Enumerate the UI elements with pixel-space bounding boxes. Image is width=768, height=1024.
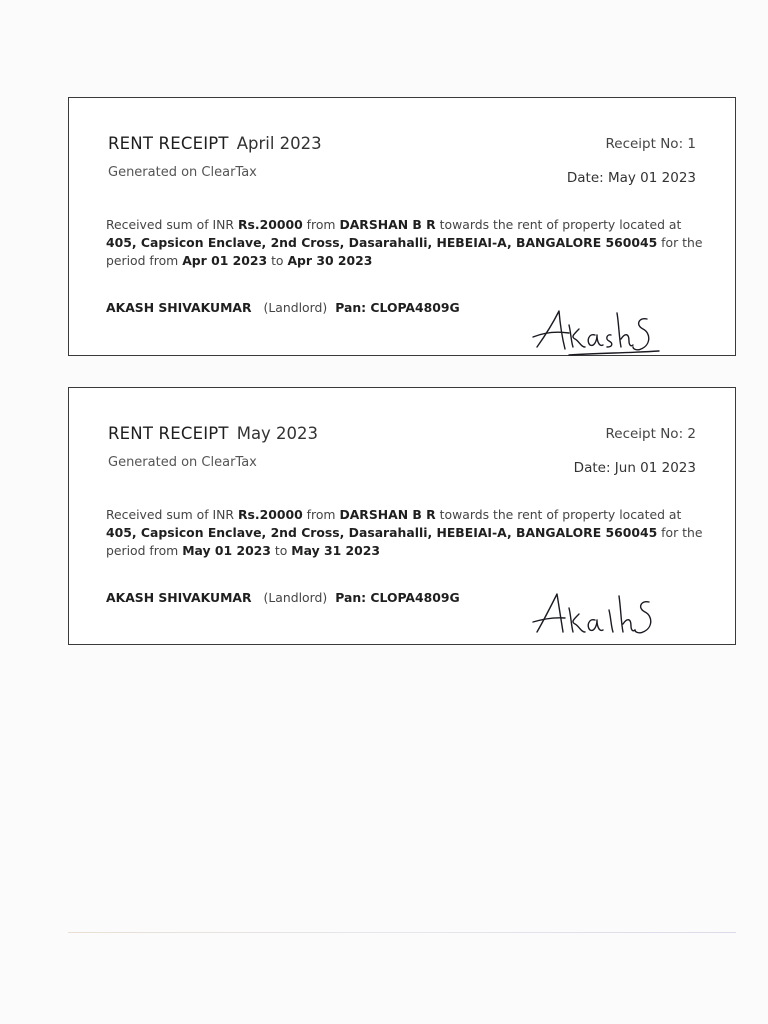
landlord-pan: Pan: CLOPA4809G [335, 590, 460, 605]
generated-on: Generated on ClearTax [108, 165, 257, 180]
receipt-number: Receipt No: 2 [605, 426, 696, 442]
receipt-title [108, 134, 322, 153]
receipt-date: Date: May 01 2023 [566, 170, 696, 186]
tenant-name: DARSHAN B R [339, 507, 436, 522]
receipt-body: Received sum of INR Rs.20000 from DARSHAN B R towards the rent of property located at 405, Capsicon Enclave, 2nd Cross, Dasarahalli, HEBEIAI-A, BANGALORE 560045 for the period from Apr 01 2023 to Apr 30 2023 [106, 217, 703, 268]
property-address: 405, Capsicon Enclave, 2nd Cross, Dasarahalli, HEBEIAI-A, BANGALORE 560045 [106, 525, 658, 540]
generated-on: Generated on ClearTax [108, 455, 257, 470]
period-start: May 01 2023 [182, 543, 271, 558]
receipt-number: Receipt No: 1 [605, 136, 696, 152]
receipt-body: Received sum of INR Rs.20000 from DARSHAN B R towards the rent of property located at 405, Capsicon Enclave, 2nd Cross, Dasarahalli, HEBEIAI-A, BANGALORE 560045 for the period from May 01 2023 to May 31 2023 [106, 507, 703, 558]
landlord-line [106, 590, 460, 605]
receipt-title-label: RENT RECEIPT [108, 134, 229, 153]
period-end: Apr 30 2023 [287, 253, 373, 268]
receipt-title-label: RENT RECEIPT [108, 424, 229, 443]
tenant-name: DARSHAN B R [339, 217, 436, 232]
landlord-name: AKASH SHIVAKUMAR [106, 590, 252, 605]
period-end: May 31 2023 [291, 543, 381, 558]
landlord-name: AKASH SHIVAKUMAR [106, 300, 252, 315]
bottom-divider [68, 932, 736, 933]
amount: Rs.20000 [237, 217, 303, 232]
receipt-date: Date: Jun 01 2023 [573, 460, 696, 476]
landlord-line [106, 300, 460, 315]
rent-receipt-may [68, 387, 736, 645]
signature [529, 588, 669, 644]
period-start: Apr 01 2023 [182, 253, 268, 268]
amount: Rs.20000 [237, 507, 303, 522]
receipt-month: April 2023 [236, 134, 322, 153]
landlord-pan: Pan: CLOPA4809G [335, 300, 460, 315]
property-address: 405, Capsicon Enclave, 2nd Cross, Dasarahalli, HEBEIAI-A, BANGALORE 560045 [106, 235, 658, 250]
landlord-role: (Landlord) [263, 590, 328, 605]
rent-receipt-april [68, 97, 736, 356]
signature [529, 303, 669, 359]
receipt-title [108, 424, 318, 443]
receipt-month: May 2023 [236, 424, 319, 443]
landlord-role: (Landlord) [263, 300, 328, 315]
